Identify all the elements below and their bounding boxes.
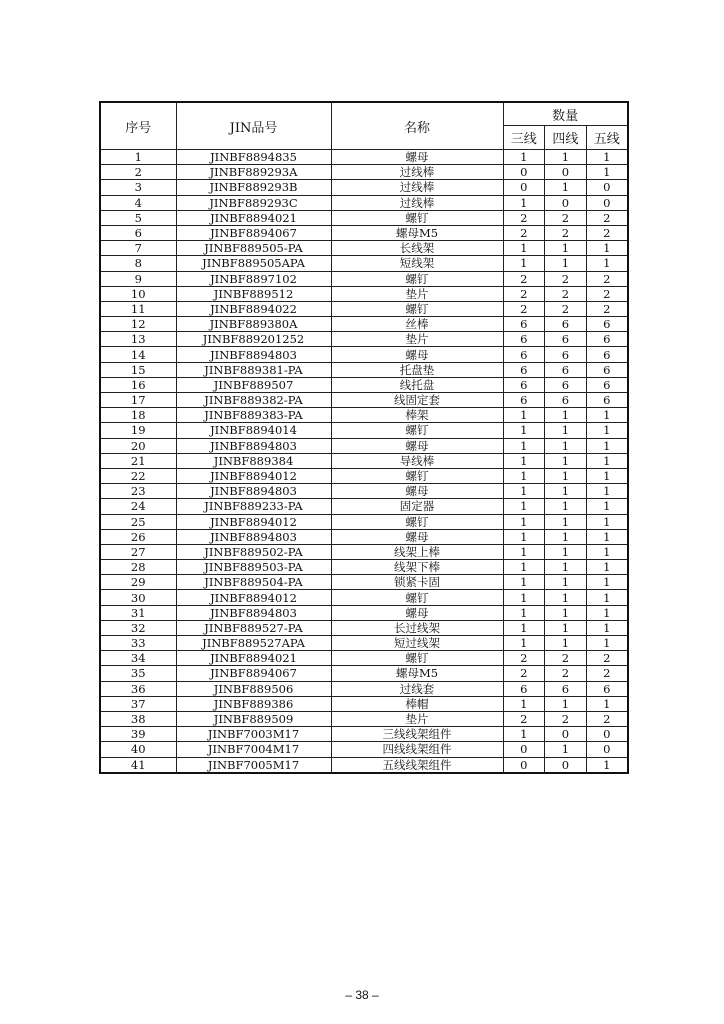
table-row: [100, 438, 628, 453]
cell-name: 四线线架组件: [331, 742, 503, 757]
cell-name: 螺母M5: [331, 225, 503, 240]
cell-qty-five-line: 1: [586, 757, 628, 773]
header-part-no: JIN品号: [176, 102, 331, 150]
cell-qty-three-line: 1: [503, 438, 545, 453]
cell-part-no: JINBF7003M17: [176, 727, 331, 742]
cell-qty-three-line: 1: [503, 605, 545, 620]
cell-name: 过线棒: [331, 165, 503, 180]
cell-seq: 2: [100, 165, 176, 180]
cell-qty-three-line: 2: [503, 271, 545, 286]
cell-qty-three-line: 1: [503, 195, 545, 210]
cell-qty-four-line: 1: [545, 636, 587, 651]
cell-seq: 18: [100, 408, 176, 423]
cell-seq: 31: [100, 605, 176, 620]
cell-part-no: JINBF8894021: [176, 651, 331, 666]
table-row: [100, 271, 628, 286]
cell-name: 固定器: [331, 499, 503, 514]
cell-qty-three-line: 2: [503, 666, 545, 681]
cell-qty-three-line: 1: [503, 453, 545, 468]
cell-name: 螺母: [331, 347, 503, 362]
cell-seq: 14: [100, 347, 176, 362]
cell-qty-five-line: 1: [586, 514, 628, 529]
cell-qty-five-line: 1: [586, 560, 628, 575]
cell-qty-five-line: 2: [586, 271, 628, 286]
cell-seq: 20: [100, 438, 176, 453]
cell-name: 螺母: [331, 484, 503, 499]
cell-qty-four-line: 1: [545, 468, 587, 483]
cell-part-no: JINBF889380A: [176, 317, 331, 332]
cell-name: 垫片: [331, 711, 503, 726]
cell-qty-five-line: 6: [586, 362, 628, 377]
cell-seq: 23: [100, 484, 176, 499]
cell-qty-four-line: 2: [545, 666, 587, 681]
cell-part-no: JINBF8894067: [176, 225, 331, 240]
cell-qty-five-line: 2: [586, 210, 628, 225]
cell-part-no: JINBF889507: [176, 377, 331, 392]
cell-qty-five-line: 1: [586, 636, 628, 651]
table-row: [100, 544, 628, 559]
cell-qty-five-line: 1: [586, 150, 628, 165]
cell-qty-four-line: 1: [545, 453, 587, 468]
cell-name: 垫片: [331, 332, 503, 347]
cell-part-no: JINBF889505-PA: [176, 241, 331, 256]
cell-part-no: JINBF889381-PA: [176, 362, 331, 377]
table-row: [100, 484, 628, 499]
cell-qty-three-line: 1: [503, 636, 545, 651]
cell-qty-five-line: 2: [586, 286, 628, 301]
table-row: [100, 150, 628, 165]
table-row: [100, 165, 628, 180]
cell-part-no: JINBF8894803: [176, 438, 331, 453]
cell-qty-four-line: 6: [545, 362, 587, 377]
table-row: [100, 286, 628, 301]
table-row: [100, 256, 628, 271]
cell-seq: 39: [100, 727, 176, 742]
cell-qty-four-line: 1: [545, 620, 587, 635]
table-row: [100, 757, 628, 773]
cell-qty-five-line: 2: [586, 651, 628, 666]
cell-name: 短线架: [331, 256, 503, 271]
cell-name: 五线线架组件: [331, 757, 503, 773]
cell-part-no: JINBF7004M17: [176, 742, 331, 757]
cell-seq: 17: [100, 393, 176, 408]
cell-name: 螺钉: [331, 423, 503, 438]
cell-seq: 10: [100, 286, 176, 301]
cell-part-no: JINBF8894012: [176, 468, 331, 483]
cell-qty-three-line: 6: [503, 347, 545, 362]
cell-qty-three-line: 1: [503, 696, 545, 711]
table-row: [100, 636, 628, 651]
cell-seq: 9: [100, 271, 176, 286]
table-row: [100, 468, 628, 483]
cell-seq: 35: [100, 666, 176, 681]
cell-qty-five-line: 0: [586, 180, 628, 195]
cell-name: 长过线架: [331, 620, 503, 635]
table-row: [100, 711, 628, 726]
cell-qty-four-line: 0: [545, 165, 587, 180]
table-row: [100, 423, 628, 438]
cell-qty-three-line: 1: [503, 499, 545, 514]
cell-qty-five-line: 6: [586, 347, 628, 362]
cell-qty-four-line: 6: [545, 681, 587, 696]
table-row: [100, 317, 628, 332]
cell-part-no: JINBF8894012: [176, 514, 331, 529]
cell-qty-four-line: 6: [545, 347, 587, 362]
cell-seq: 33: [100, 636, 176, 651]
cell-seq: 38: [100, 711, 176, 726]
cell-seq: 40: [100, 742, 176, 757]
table-row: [100, 742, 628, 757]
cell-name: 螺母: [331, 150, 503, 165]
cell-qty-four-line: 1: [545, 514, 587, 529]
cell-part-no: JINBF8894014: [176, 423, 331, 438]
cell-qty-four-line: 1: [545, 484, 587, 499]
cell-qty-four-line: 6: [545, 377, 587, 392]
table-body: [100, 150, 628, 773]
cell-part-no: JINBF889527-PA: [176, 620, 331, 635]
cell-seq: 24: [100, 499, 176, 514]
cell-seq: 3: [100, 180, 176, 195]
cell-qty-four-line: 0: [545, 195, 587, 210]
cell-part-no: JINBF889512: [176, 286, 331, 301]
table-row: [100, 514, 628, 529]
cell-qty-four-line: 2: [545, 225, 587, 240]
cell-qty-four-line: 6: [545, 332, 587, 347]
cell-name: 丝棒: [331, 317, 503, 332]
cell-qty-three-line: 2: [503, 711, 545, 726]
cell-qty-five-line: 1: [586, 575, 628, 590]
cell-seq: 25: [100, 514, 176, 529]
cell-name: 长线架: [331, 241, 503, 256]
cell-qty-four-line: 0: [545, 727, 587, 742]
cell-part-no: JINBF889382-PA: [176, 393, 331, 408]
cell-qty-four-line: 1: [545, 423, 587, 438]
cell-qty-three-line: 1: [503, 529, 545, 544]
table-row: [100, 453, 628, 468]
cell-seq: 30: [100, 590, 176, 605]
cell-qty-four-line: 2: [545, 711, 587, 726]
cell-qty-five-line: 1: [586, 241, 628, 256]
cell-part-no: JINBF889509: [176, 711, 331, 726]
header-qty-five-line: 五线: [586, 126, 628, 150]
cell-qty-three-line: 6: [503, 332, 545, 347]
cell-qty-three-line: 1: [503, 727, 545, 742]
table-row: [100, 529, 628, 544]
cell-name: 线托盘: [331, 377, 503, 392]
table-row: [100, 362, 628, 377]
cell-part-no: JINBF889504-PA: [176, 575, 331, 590]
cell-part-no: JINBF889502-PA: [176, 544, 331, 559]
cell-name: 螺钉: [331, 651, 503, 666]
page-number: – 38 –: [345, 988, 379, 1002]
header-name: 名称: [331, 102, 503, 150]
cell-qty-four-line: 2: [545, 271, 587, 286]
cell-name: 三线线架组件: [331, 727, 503, 742]
table-row: [100, 180, 628, 195]
cell-qty-five-line: 6: [586, 377, 628, 392]
cell-seq: 1: [100, 150, 176, 165]
cell-name: 过线棒: [331, 180, 503, 195]
cell-qty-three-line: 6: [503, 681, 545, 696]
cell-qty-four-line: 0: [545, 757, 587, 773]
table-row: [100, 195, 628, 210]
cell-name: 螺钉: [331, 301, 503, 316]
cell-qty-three-line: 6: [503, 393, 545, 408]
table-row: [100, 575, 628, 590]
cell-name: 棒架: [331, 408, 503, 423]
cell-name: 螺钉: [331, 271, 503, 286]
cell-qty-four-line: 1: [545, 256, 587, 271]
cell-part-no: JINBF8894022: [176, 301, 331, 316]
cell-part-no: JINBF8894012: [176, 590, 331, 605]
cell-qty-three-line: 2: [503, 651, 545, 666]
cell-name: 过线棒: [331, 195, 503, 210]
table-row: [100, 210, 628, 225]
cell-qty-five-line: 6: [586, 332, 628, 347]
cell-qty-four-line: 1: [545, 590, 587, 605]
table-row: [100, 241, 628, 256]
cell-part-no: JINBF889201252: [176, 332, 331, 347]
cell-seq: 8: [100, 256, 176, 271]
cell-name: 螺母M5: [331, 666, 503, 681]
cell-part-no: JINBF889293B: [176, 180, 331, 195]
table-row: [100, 696, 628, 711]
cell-qty-three-line: 1: [503, 408, 545, 423]
cell-qty-three-line: 1: [503, 590, 545, 605]
header-seq: 序号: [100, 102, 176, 150]
cell-qty-three-line: 2: [503, 286, 545, 301]
cell-qty-three-line: 1: [503, 514, 545, 529]
cell-qty-three-line: 6: [503, 377, 545, 392]
cell-qty-four-line: 1: [545, 408, 587, 423]
cell-qty-three-line: 1: [503, 575, 545, 590]
cell-qty-four-line: 1: [545, 605, 587, 620]
cell-qty-three-line: 1: [503, 560, 545, 575]
cell-qty-five-line: 6: [586, 317, 628, 332]
cell-name: 螺母: [331, 605, 503, 620]
cell-qty-four-line: 2: [545, 286, 587, 301]
cell-qty-five-line: 1: [586, 256, 628, 271]
table-row: [100, 605, 628, 620]
cell-qty-four-line: 1: [545, 696, 587, 711]
cell-qty-three-line: 1: [503, 484, 545, 499]
header-qty-three-line: 三线: [503, 126, 545, 150]
cell-qty-four-line: 1: [545, 150, 587, 165]
cell-name: 垫片: [331, 286, 503, 301]
cell-seq: 36: [100, 681, 176, 696]
cell-qty-three-line: 2: [503, 301, 545, 316]
cell-part-no: JINBF8894803: [176, 529, 331, 544]
cell-name: 线架上棒: [331, 544, 503, 559]
cell-name: 螺钉: [331, 468, 503, 483]
table-row: [100, 347, 628, 362]
cell-part-no: JINBF889383-PA: [176, 408, 331, 423]
table-row: [100, 499, 628, 514]
cell-qty-four-line: 1: [545, 575, 587, 590]
cell-seq: 34: [100, 651, 176, 666]
cell-qty-three-line: 1: [503, 468, 545, 483]
cell-name: 螺母: [331, 529, 503, 544]
cell-part-no: JINBF8894067: [176, 666, 331, 681]
table-row: [100, 590, 628, 605]
cell-seq: 28: [100, 560, 176, 575]
table-header: [100, 102, 628, 150]
cell-qty-three-line: 0: [503, 180, 545, 195]
cell-qty-three-line: 1: [503, 620, 545, 635]
cell-qty-five-line: 1: [586, 453, 628, 468]
cell-seq: 15: [100, 362, 176, 377]
cell-name: 过线套: [331, 681, 503, 696]
cell-qty-three-line: 1: [503, 241, 545, 256]
cell-qty-five-line: 2: [586, 666, 628, 681]
cell-seq: 5: [100, 210, 176, 225]
table-row: [100, 377, 628, 392]
cell-qty-four-line: 1: [545, 560, 587, 575]
cell-part-no: JINBF8894803: [176, 605, 331, 620]
cell-name: 短过线架: [331, 636, 503, 651]
cell-name: 螺钉: [331, 210, 503, 225]
cell-qty-four-line: 6: [545, 393, 587, 408]
cell-qty-three-line: 1: [503, 150, 545, 165]
cell-seq: 32: [100, 620, 176, 635]
cell-qty-five-line: 0: [586, 195, 628, 210]
cell-part-no: JINBF889293A: [176, 165, 331, 180]
cell-qty-five-line: 2: [586, 225, 628, 240]
cell-qty-three-line: 1: [503, 256, 545, 271]
table-row: [100, 408, 628, 423]
cell-qty-four-line: 1: [545, 742, 587, 757]
cell-seq: 41: [100, 757, 176, 773]
cell-seq: 7: [100, 241, 176, 256]
cell-qty-five-line: 2: [586, 301, 628, 316]
cell-qty-five-line: 1: [586, 590, 628, 605]
cell-qty-four-line: 1: [545, 499, 587, 514]
cell-name: 线架下棒: [331, 560, 503, 575]
cell-part-no: JINBF889233-PA: [176, 499, 331, 514]
cell-qty-four-line: 1: [545, 544, 587, 559]
table-row: [100, 620, 628, 635]
cell-name: 螺钉: [331, 514, 503, 529]
cell-part-no: JINBF8894803: [176, 347, 331, 362]
cell-name: 线固定套: [331, 393, 503, 408]
cell-qty-three-line: 6: [503, 362, 545, 377]
cell-part-no: JINBF889506: [176, 681, 331, 696]
cell-seq: 12: [100, 317, 176, 332]
cell-qty-five-line: 1: [586, 529, 628, 544]
cell-seq: 26: [100, 529, 176, 544]
table-row: [100, 681, 628, 696]
cell-seq: 13: [100, 332, 176, 347]
cell-part-no: JINBF889503-PA: [176, 560, 331, 575]
cell-qty-four-line: 2: [545, 301, 587, 316]
cell-part-no: JINBF8894021: [176, 210, 331, 225]
cell-seq: 22: [100, 468, 176, 483]
parts-table-container: [99, 101, 627, 774]
header-qty-four-line: 四线: [545, 126, 587, 150]
table-row: [100, 301, 628, 316]
cell-name: 螺母: [331, 438, 503, 453]
cell-qty-five-line: 0: [586, 742, 628, 757]
cell-name: 棒帽: [331, 696, 503, 711]
table-row: [100, 393, 628, 408]
cell-seq: 4: [100, 195, 176, 210]
cell-part-no: JINBF8894835: [176, 150, 331, 165]
table-row: [100, 651, 628, 666]
cell-qty-five-line: 6: [586, 681, 628, 696]
cell-name: 托盘垫: [331, 362, 503, 377]
table-row: [100, 727, 628, 742]
cell-qty-four-line: 1: [545, 241, 587, 256]
cell-name: 螺钉: [331, 590, 503, 605]
cell-qty-four-line: 6: [545, 317, 587, 332]
cell-qty-five-line: 1: [586, 408, 628, 423]
cell-part-no: JINBF889293C: [176, 195, 331, 210]
cell-qty-five-line: 0: [586, 727, 628, 742]
cell-seq: 27: [100, 544, 176, 559]
cell-seq: 11: [100, 301, 176, 316]
cell-qty-four-line: 2: [545, 210, 587, 225]
cell-part-no: JINBF8894803: [176, 484, 331, 499]
cell-part-no: JINBF889386: [176, 696, 331, 711]
header-qty: 数量: [503, 102, 628, 126]
cell-part-no: JINBF889384: [176, 453, 331, 468]
cell-qty-four-line: 2: [545, 651, 587, 666]
parts-table: [99, 101, 629, 774]
table-row: [100, 225, 628, 240]
cell-seq: 37: [100, 696, 176, 711]
cell-part-no: JINBF8897102: [176, 271, 331, 286]
cell-qty-three-line: 2: [503, 210, 545, 225]
cell-name: 导线棒: [331, 453, 503, 468]
cell-qty-five-line: 1: [586, 620, 628, 635]
cell-seq: 19: [100, 423, 176, 438]
cell-qty-three-line: 0: [503, 742, 545, 757]
cell-qty-four-line: 1: [545, 180, 587, 195]
table-row: [100, 666, 628, 681]
cell-name: 锁紧卡固: [331, 575, 503, 590]
cell-part-no: JINBF889527APA: [176, 636, 331, 651]
cell-seq: 29: [100, 575, 176, 590]
table-row: [100, 560, 628, 575]
cell-qty-five-line: 2: [586, 711, 628, 726]
cell-qty-three-line: 1: [503, 544, 545, 559]
cell-seq: 21: [100, 453, 176, 468]
cell-seq: 16: [100, 377, 176, 392]
cell-qty-five-line: 1: [586, 499, 628, 514]
cell-qty-three-line: 1: [503, 423, 545, 438]
cell-qty-three-line: 2: [503, 225, 545, 240]
cell-qty-four-line: 1: [545, 438, 587, 453]
cell-qty-five-line: 1: [586, 468, 628, 483]
cell-qty-five-line: 1: [586, 165, 628, 180]
cell-qty-five-line: 1: [586, 423, 628, 438]
cell-seq: 6: [100, 225, 176, 240]
cell-qty-five-line: 6: [586, 393, 628, 408]
cell-qty-five-line: 1: [586, 438, 628, 453]
cell-qty-five-line: 1: [586, 605, 628, 620]
cell-qty-three-line: 0: [503, 757, 545, 773]
cell-qty-three-line: 0: [503, 165, 545, 180]
cell-part-no: JINBF889505APA: [176, 256, 331, 271]
cell-qty-five-line: 1: [586, 696, 628, 711]
cell-qty-five-line: 1: [586, 544, 628, 559]
cell-qty-four-line: 1: [545, 529, 587, 544]
cell-qty-three-line: 6: [503, 317, 545, 332]
cell-part-no: JINBF7005M17: [176, 757, 331, 773]
table-row: [100, 332, 628, 347]
cell-qty-five-line: 1: [586, 484, 628, 499]
